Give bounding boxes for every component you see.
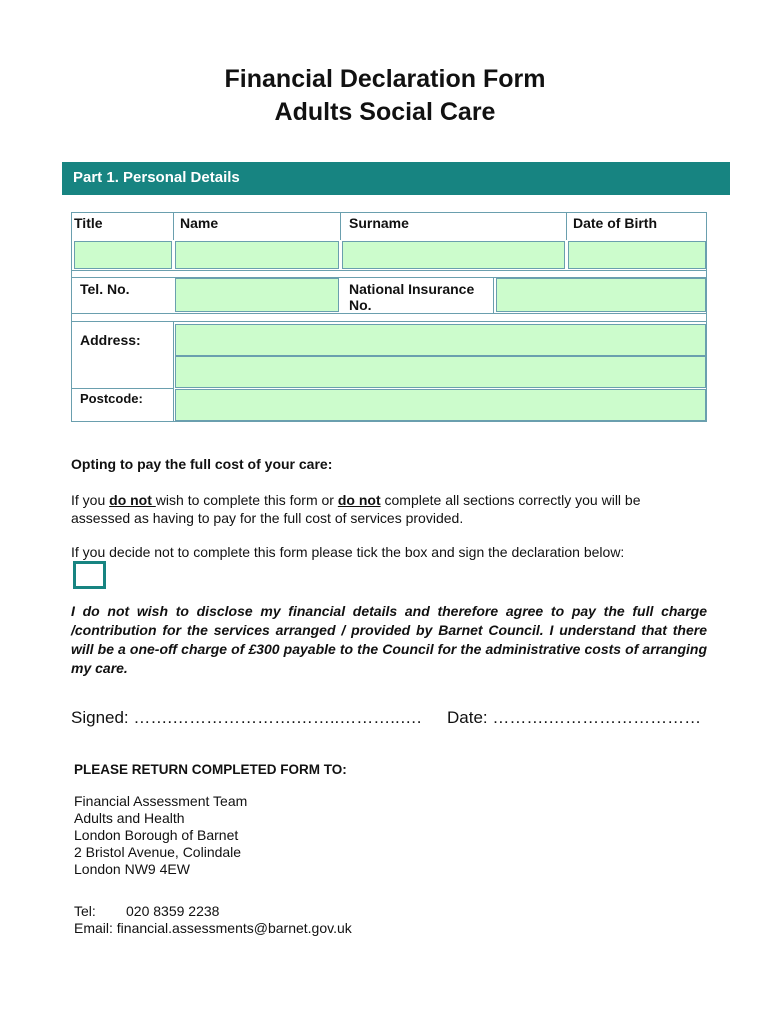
email-value[interactable]: financial.assessments@barnet.gov.uk <box>116 920 352 936</box>
contact-details <box>74 903 352 937</box>
label-title: Title <box>74 215 103 231</box>
signature-line[interactable]: Signed: …….………………….……..………..…. <box>71 708 422 727</box>
label-national-insurance <box>349 281 474 313</box>
label-surname: Surname <box>349 215 409 231</box>
return-address <box>74 793 247 878</box>
divider <box>72 270 706 271</box>
address-line: Financial Assessment Team <box>74 793 248 809</box>
tel-row <box>74 903 352 920</box>
opt-out-checkbox[interactable] <box>73 561 106 589</box>
title-line-2: Adults Social Care <box>274 98 496 126</box>
opting-p1-part-b: wish to complete this form or <box>155 492 338 508</box>
date-line[interactable]: Date: ……….……………………… <box>447 708 702 727</box>
opting-p1-part-a: If you <box>71 492 110 508</box>
postcode-field[interactable] <box>175 389 706 421</box>
opting-p1-part-c: complete all sections correctly you will be <box>380 492 641 508</box>
divider <box>173 321 174 421</box>
address-line: Adults and Health <box>74 810 185 826</box>
address-line: London Borough of Barnet <box>74 827 239 843</box>
surname-field[interactable] <box>342 241 565 269</box>
opting-p1-line-2: assessed as having to pay for the full cost of services provided. <box>71 510 464 526</box>
divider <box>72 388 173 389</box>
opting-paragraph-2: If you decide not to complete this form please tick the box and sign the declaration below: <box>71 544 625 560</box>
divider <box>72 313 706 314</box>
address-line-1-field[interactable] <box>175 324 706 356</box>
label-tel: Tel. No. <box>80 281 130 297</box>
form-title <box>0 63 770 129</box>
label-ni-line-1: National Insurance <box>349 281 475 297</box>
return-heading: PLEASE RETURN COMPLETED FORM TO: <box>74 762 347 777</box>
do-not-emphasis: do not <box>109 492 156 508</box>
divider <box>566 213 567 240</box>
label-postcode: Postcode: <box>80 391 143 406</box>
divider <box>340 213 341 240</box>
divider <box>493 277 494 313</box>
label-date-of-birth: Date of Birth <box>573 215 657 231</box>
divider <box>173 213 174 240</box>
email-label: Email: <box>74 920 113 936</box>
section-banner-personal-details: Part 1. Personal Details <box>62 162 730 195</box>
personal-details-grid <box>71 212 707 422</box>
opting-paragraph-1 <box>71 491 711 527</box>
do-not-emphasis: do not <box>337 492 381 508</box>
tel-value: 020 8359 2238 <box>126 903 220 919</box>
label-name: Name <box>180 215 219 231</box>
address-line-2-field[interactable] <box>175 356 706 388</box>
email-row <box>74 920 352 937</box>
name-field[interactable] <box>175 241 339 269</box>
national-insurance-field[interactable] <box>496 278 706 312</box>
address-line: 2 Bristol Avenue, Colindale <box>74 844 242 860</box>
title-field[interactable] <box>74 241 172 269</box>
address-line: London NW9 4EW <box>74 861 190 877</box>
declaration-text: I do not wish to disclose my financial details and therefore agree to pay the full charge /contribution for the services arranged / provided by Barnet Council. I understand that there will be a one-off charge of £300 payable to the Council for the administrative costs of arranging my care. <box>71 603 707 676</box>
divider <box>72 321 706 322</box>
opting-heading: Opting to pay the full cost of your care: <box>71 456 333 472</box>
label-ni-line-2: No. <box>349 297 372 313</box>
tel-label: Tel: <box>74 903 96 919</box>
date-of-birth-field[interactable] <box>568 241 706 269</box>
tel-field[interactable] <box>175 278 339 312</box>
label-address: Address: <box>80 332 141 348</box>
title-line-1: Financial Declaration Form <box>224 65 546 93</box>
